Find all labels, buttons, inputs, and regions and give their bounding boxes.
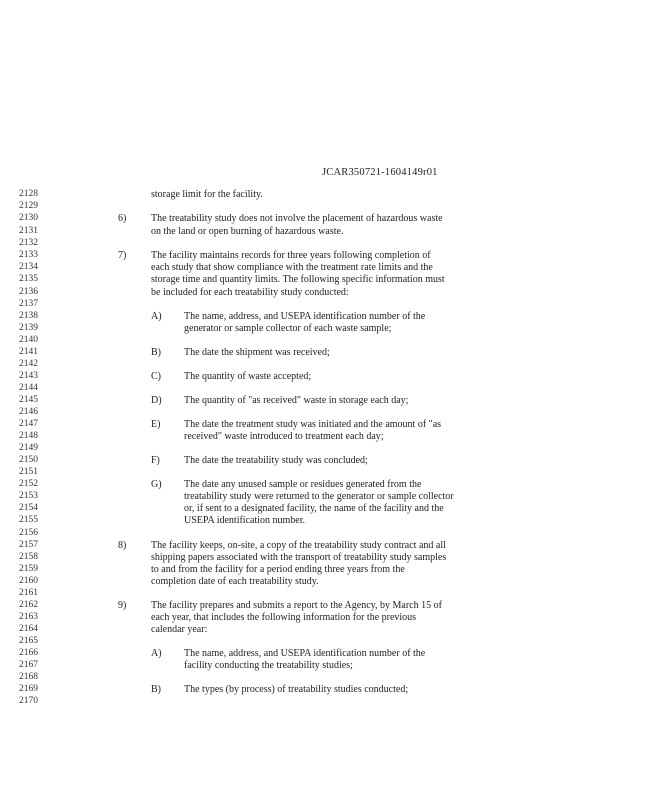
line-number: 2137 [19,299,38,309]
body-text-line: The treatability study does not involve the placement of hazardous waste [151,213,443,224]
subitem-marker: B) [151,347,161,358]
subitem-marker: D) [151,395,162,406]
line-number: 2152 [19,479,38,489]
body-text-line: generator or sample collector of each waste sample; [184,323,392,334]
line-number: 2140 [19,335,38,345]
body-text-line: shipping papers associated with the transport of treatability study samples [151,552,447,563]
line-number: 2138 [19,311,38,321]
subitem-marker: E) [151,419,161,430]
document-id: JCAR350721-1604149r01 [322,167,438,178]
body-text-line: The name, address, and USEPA identification number of the [184,311,426,322]
body-text-line: The quantity of waste accepted; [184,371,312,382]
line-number: 2150 [19,455,38,465]
body-text-line: The date the treatability study was concluded; [184,455,368,466]
subitem-marker: F) [151,455,160,466]
body-text-line: USEPA identification number. [184,515,306,526]
line-number: 2146 [19,407,38,417]
line-number: 2151 [19,467,38,477]
line-number: 2162 [19,600,38,610]
line-number: 2156 [19,528,38,538]
body-text-line: The types (by process) of treatability studies conducted; [184,684,409,695]
body-text-line: treatability study were returned to the generator or sample collector [184,491,454,502]
body-text-line: The facility keeps, on-site, a copy of the treatability study contract and all [151,540,446,551]
line-number: 2161 [19,588,38,598]
line-number: 2134 [19,262,38,272]
body-text-line: facility conducting the treatability studies; [184,660,353,671]
subitem-marker: A) [151,311,162,322]
line-number: 2164 [19,624,38,634]
line-number: 2158 [19,552,38,562]
line-number: 2155 [19,515,38,525]
body-text-line: be included for each treatability study conducted: [151,287,349,298]
line-number: 2169 [19,684,38,694]
line-number: 2149 [19,443,38,453]
body-text-line: The facility prepares and submits a report to the Agency, by March 15 of [151,600,442,611]
line-number: 2153 [19,491,38,501]
body-text-line: The facility maintains records for three years following completion of [151,250,431,261]
line-number: 2147 [19,419,38,429]
body-text-line: calendar year: [151,624,208,635]
line-number: 2163 [19,612,38,622]
body-text-line: The date the treatment study was initiated and the amount of "as [184,419,442,430]
line-number: 2145 [19,395,38,405]
item-marker: 9) [118,600,127,611]
body-text-line: The date the shipment was received; [184,347,330,358]
subitem-marker: B) [151,684,161,695]
line-number: 2167 [19,660,38,670]
line-number: 2132 [19,238,38,248]
body-text-line: completion date of each treatability study. [151,576,319,587]
line-number: 2135 [19,274,38,284]
line-number: 2159 [19,564,38,574]
item-marker: 6) [118,213,127,224]
line-number: 2165 [19,636,38,646]
line-number: 2160 [19,576,38,586]
line-number: 2157 [19,540,38,550]
body-text-line: storage limit for the facility. [151,189,263,200]
line-number: 2129 [19,201,38,211]
line-number: 2148 [19,431,38,441]
body-text-line: to and from the facility for a period ending three years from the [151,564,405,575]
body-text-line: The date any unused sample or residues generated from the [184,479,422,490]
line-number: 2131 [19,226,38,236]
item-marker: 8) [118,540,127,551]
body-text-line: The quantity of "as received" waste in storage each day; [184,395,409,406]
body-text-line: on the land or open burning of hazardous waste. [151,226,344,237]
subitem-marker: A) [151,648,162,659]
line-number: 2143 [19,371,38,381]
line-number: 2128 [19,189,38,199]
line-number: 2130 [19,213,38,223]
line-number: 2139 [19,323,38,333]
body-text-line: storage time and quantity limits. The following specific information must [151,274,445,285]
line-number: 2144 [19,383,38,393]
line-number: 2142 [19,359,38,369]
body-text-line: The name, address, and USEPA identification number of the [184,648,426,659]
line-number: 2168 [19,672,38,682]
body-text-line: each year, that includes the following information for the previous [151,612,417,623]
line-number: 2133 [19,250,38,260]
line-number: 2166 [19,648,38,658]
subitem-marker: G) [151,479,162,490]
body-text-line: each study that show compliance with the treatment rate limits and the [151,262,433,273]
line-number: 2141 [19,347,38,357]
body-text-line: or, if sent to a designated facility, the name of the facility and the [184,503,444,514]
subitem-marker: C) [151,371,161,382]
line-number: 2136 [19,287,38,297]
line-number: 2170 [19,696,38,706]
item-marker: 7) [118,250,127,261]
body-text-line: received" waste introduced to treatment each day; [184,431,384,442]
line-number: 2154 [19,503,38,513]
